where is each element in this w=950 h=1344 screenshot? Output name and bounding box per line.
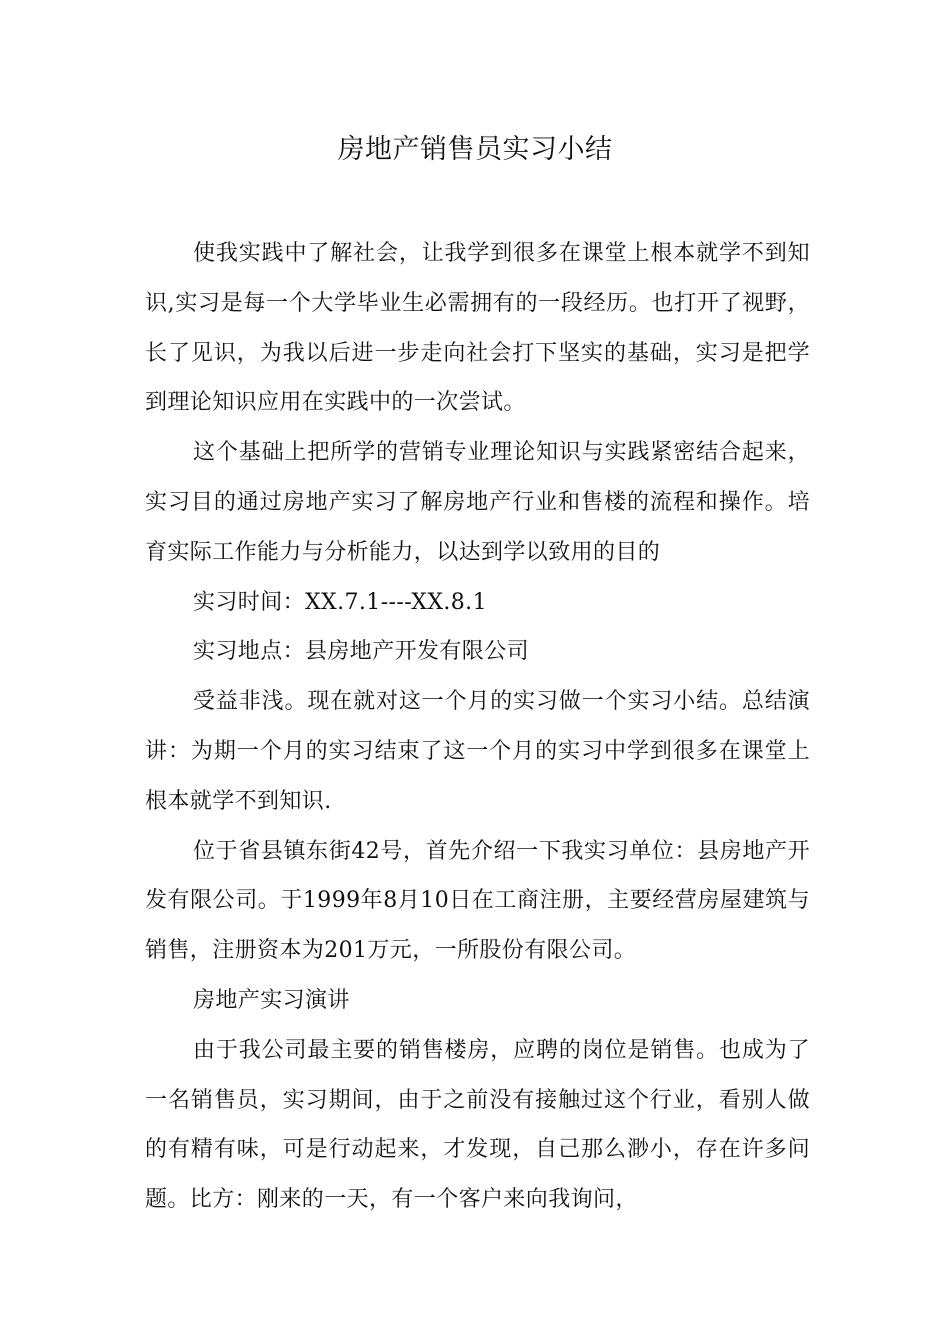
paragraph-2: 这个基础上把所学的营销专业理论知识与实践紧密结合起来，实习目的通过房地产实习了解房地产行业和售楼的流程和操作。培育实际工作能力与分析能力，以达到学以致用的目的 [145,440,810,565]
paragraph-8: 由于我公司最主要的销售楼房，应聘的岗位是销售。也成为了一名销售员，实习期间，由于之前没有接触过这个行业，看别人做的有精有味，可是行动起来，才发现，自己那么渺小，存在许多问题。比方：刚来的一天，有一个客户来向我询问， [145,1037,810,1213]
internship-location: 实习地点：县房地产开发有限公司 [193,639,530,665]
section-heading: 房地产实习演讲 [193,987,350,1013]
internship-period: 实习时间：XX.7.1----XX.8.1 [193,589,487,615]
paragraph-1: 使我实践中了解社会，让我学到很多在课堂上根本就学不到知识,实习是每一个大学毕业生必需拥有的一段经历。也打开了视野，长了见识，为我以后进一步走向社会打下坚实的基础，实习是把学到理论知识应用在实践中的一次尝试。 [145,241,810,416]
paragraph-6: 位于省县镇东街42号，首先介绍一下我实习单位：县房地产开发有限公司。于1999年8月10日在工商注册，主要经营房屋建筑与销售，注册资本为201万元，一所股份有限公司。 [145,838,810,964]
paragraph-5: 受益非浅。现在就对这一个月的实习做一个实习小结。总结演讲：为期一个月的实习结束了这一个月的实习中学到很多在课堂上根本就学不到知识. [145,689,810,814]
document-body [145,229,810,1225]
document-title: 房地产销售员实习小结 [337,134,613,165]
